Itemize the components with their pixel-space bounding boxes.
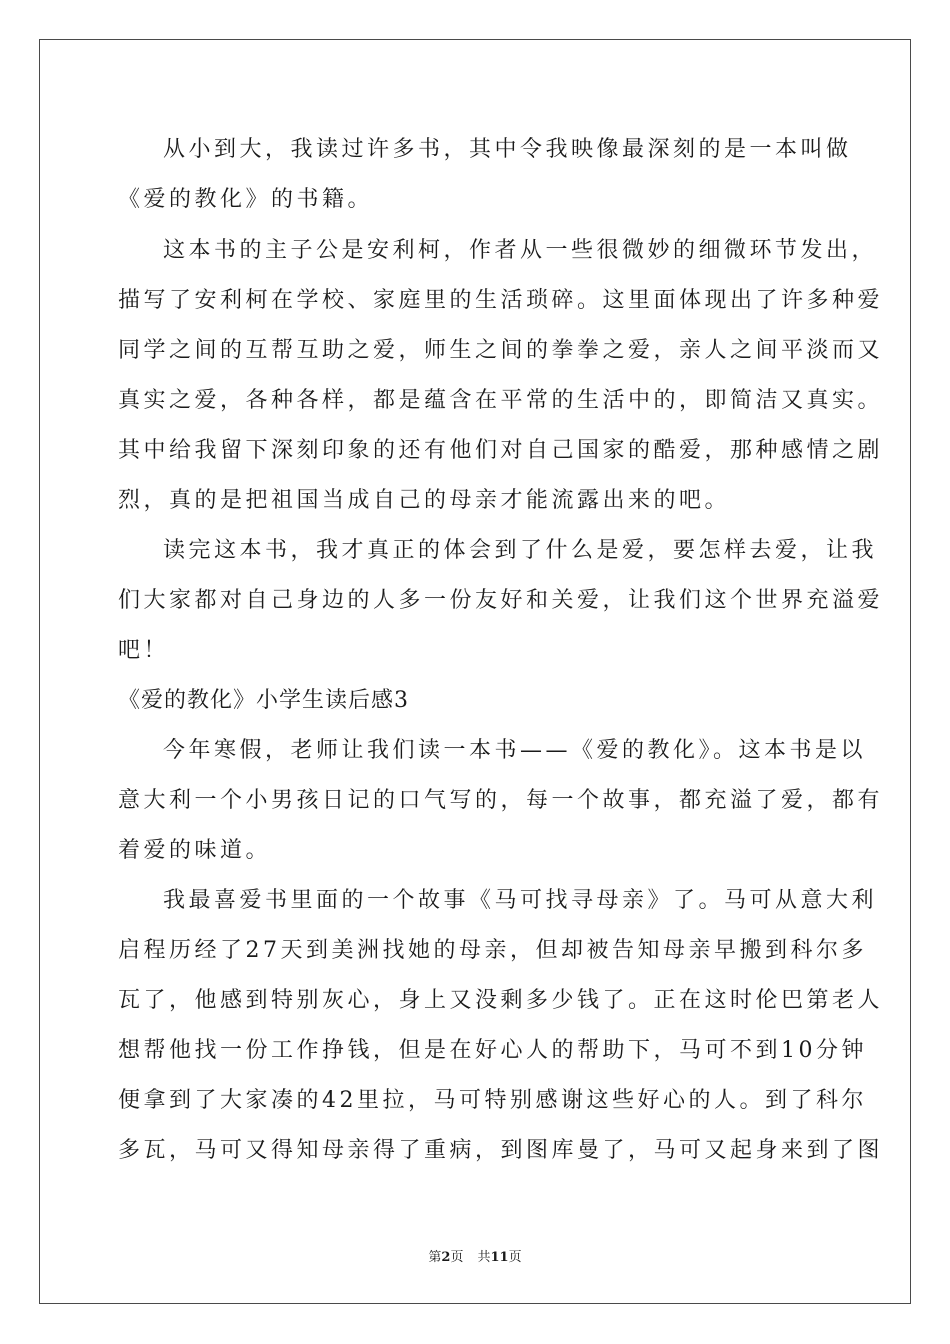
text-line: 我最喜爱书里面的一个故事《马可找寻母亲》了。马可从意大利 bbox=[163, 888, 878, 913]
text-line: 烈，真的是把祖国当成自己的母亲才能流露出来的吧。 bbox=[118, 488, 731, 513]
section-heading: 《爱的教化》小学生读后感3 bbox=[118, 688, 409, 713]
total-suffix: 页 bbox=[508, 1250, 522, 1265]
text-line: 同学之间的互帮互助之爱，师生之间的拳拳之爱，亲人之间平淡而又 bbox=[118, 338, 884, 363]
page-footer bbox=[0, 1249, 950, 1267]
page-suffix: 页 bbox=[450, 1250, 464, 1265]
text-line: 想帮他找一份工作挣钱，但是在好心人的帮助下，马可不到10分钟 bbox=[118, 1038, 867, 1063]
text-line: 从小到大，我读过许多书，其中令我映像最深刻的是一本叫做 bbox=[163, 137, 852, 162]
page-number: 2 bbox=[441, 1250, 451, 1265]
text-line: 着爱的味道。 bbox=[118, 838, 272, 863]
text-line: 启程历经了27天到美洲找她的母亲，但却被告知母亲早搬到科尔多 bbox=[118, 938, 867, 963]
text-line: 便拿到了大家凑的42里拉，马可特别感谢这些好心的人。到了科尔 bbox=[118, 1088, 867, 1113]
text-line: 其中给我留下深刻印象的还有他们对自己国家的酷爱，那种感情之剧 bbox=[118, 438, 884, 463]
text-line: 瓦了，他感到特别灰心，身上又没剩多少钱了。正在这时伦巴第老人 bbox=[118, 988, 884, 1013]
text-line: 《爱的教化》的书籍。 bbox=[118, 187, 374, 212]
total-pages: 11 bbox=[490, 1250, 509, 1265]
text-line: 这本书的主子公是安利柯，作者从一些很微妙的细微环节发出， bbox=[163, 238, 878, 263]
text-line: 真实之爱，各种各样，都是蕴含在平常的生活中的，即简洁又真实。 bbox=[118, 388, 884, 413]
text-line: 读完这本书，我才真正的体会到了什么是爱，要怎样去爱，让我 bbox=[163, 538, 878, 563]
text-line: 意大利一个小男孩日记的口气写的，每一个故事，都充溢了爱，都有 bbox=[118, 788, 884, 813]
total-prefix: 共 bbox=[477, 1250, 491, 1265]
text-line: 多瓦，马可又得知母亲得了重病，到图库曼了，马可又起身来到了图 bbox=[118, 1138, 884, 1163]
text-line: 吧！ bbox=[118, 638, 170, 663]
text-line: 今年寒假，老师让我们读一本书——《爱的教化》。这本书是以 bbox=[163, 738, 867, 763]
page-prefix: 第 bbox=[428, 1250, 442, 1265]
text-line: 描写了安利柯在学校、家庭里的生活琐碎。这里面体现出了许多种爱 bbox=[118, 288, 884, 313]
text-line: 们大家都对自己身边的人多一份友好和关爱，让我们这个世界充溢爱 bbox=[118, 588, 884, 613]
